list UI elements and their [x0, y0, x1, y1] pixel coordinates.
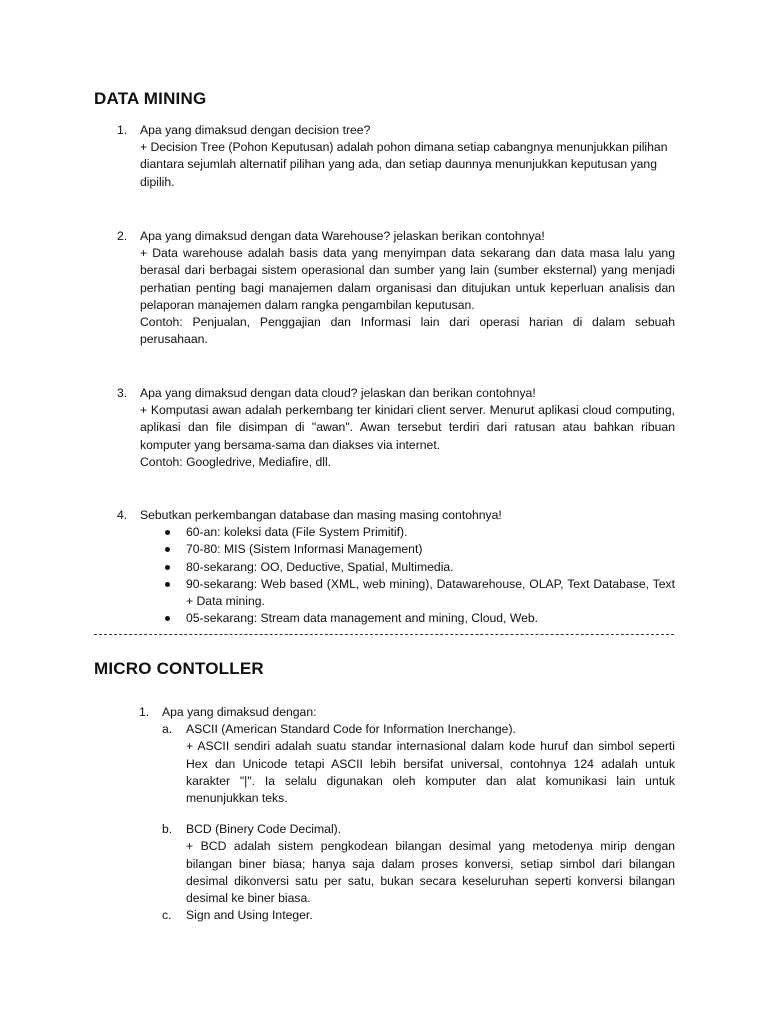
section-title-data-mining: DATA MINING [94, 89, 207, 108]
question-text: Sebutkan perkembangan database dan masing masing contohnya! [140, 508, 502, 522]
question-text: Apa yang dimaksud dengan: [162, 705, 317, 719]
micro-question-1 [139, 704, 675, 924]
answer-text: + Data warehouse adalah basis data yang menyimpan data sekarang dan data masa lalu yang berasal dari berbagai sistem operasional dan sumber yang lain (sumber eksternal) yang menjadi perhatian penting bagi manajemen dalam organisasi dan ditujukan untuk keperluan analisis dan pelaporan manajemen dalam rangka pengambilan keputusan. [140, 246, 675, 312]
section-title-micro-controller: MICRO CONTOLLER [94, 659, 264, 678]
sub-item-a [162, 721, 675, 807]
question-number: 4. [117, 508, 128, 522]
sub-item-title: Sign and Using Integer. [186, 908, 313, 923]
sub-item-answer: + BCD adalah sistem pengkodean bilangan desimal yang metodenya mirip dengan bilangan biner biasa; hanya saja dalam proses konversi, setiap simbol dari bilangan desimal dikonversi satu per satu, bukan secara keseluruhan seperti konversi bilangan desimal ke biner biasa. [186, 839, 675, 906]
list-item: 80-sekarang: OO, Deductive, Spatial, Multimedia. [162, 559, 675, 576]
list-item: 05-sekarang: Stream data management and mining, Cloud, Web. [162, 610, 675, 627]
sub-item-c [162, 907, 675, 924]
bullet-icon [165, 616, 170, 621]
list-item: 60-an: koleksi data (File System Primitif). [162, 524, 675, 541]
question-number: 3. [117, 386, 128, 400]
bullet-icon [165, 530, 170, 535]
list-item: 70-80: MIS (Sistem Informasi Management) [162, 541, 675, 558]
sub-item-title: BCD (Binery Code Decimal). [186, 822, 342, 837]
sub-item-answer: + ASCII sendiri adalah suatu standar internasional dalam kode huruf dan simbol seperti Hex dan Unicode tetapi ASCII lebih bersifat universal, contohnya 124 adalah untuk karakter "|". Ia selalu digunakan oleh komputer dan alat komunikasi lain untuk menunjukkan teks. [186, 739, 675, 806]
answer-text: + Decision Tree (Pohon Keputusan) adalah pohon dimana setiap cabangnya menunjukkan pilihan diantara sejumlah alternatif pilihan yang ada, dan setiap daunnya menunjukkan keputusan yang dipilih. [140, 140, 668, 189]
example-text: Contoh: Googledrive, Mediafire, dll. [140, 454, 332, 469]
answer-text: + Komputasi awan adalah perkembang ter kinidari client server. Menurut aplikasi cloud computing, aplikasi dan file disimpan di "awan". Awan tersebut terdiri dari ratusan atau bahkan ribuan komputer yang bersama-sama dan diakses via internet. [140, 403, 675, 452]
question-3 [117, 385, 675, 471]
sub-item-title: ASCII (American Standard Code for Information Inerchange). [186, 722, 516, 737]
example-text: Contoh: Penjualan, Penggajian dan Informasi lain dari operasi harian di dalam sebuah perusahaan. [140, 315, 675, 347]
bullet-list [162, 524, 675, 627]
sub-item-letter: a. [162, 722, 173, 737]
sub-item-b [162, 821, 675, 907]
bullet-icon [165, 565, 170, 570]
question-number: 2. [117, 229, 128, 243]
bullet-icon [165, 582, 170, 587]
question-text: Apa yang dimaksud dengan data Warehouse? jelaskan berikan contohnya! [140, 229, 545, 243]
question-number: 1. [139, 705, 150, 719]
section-divider [94, 634, 674, 635]
question-text: Apa yang dimaksud dengan data cloud? jelaskan dan berikan contohnya! [140, 386, 536, 400]
sub-item-letter: b. [162, 822, 173, 837]
sub-item-letter: c. [162, 908, 172, 923]
question-1 [117, 122, 675, 191]
question-4 [117, 507, 675, 627]
question-2 [117, 228, 675, 348]
question-number: 1. [117, 123, 128, 137]
list-item: 90-sekarang: Web based (XML, web mining), Datawarehouse, OLAP, Text Database, Text + Data mining. [162, 576, 675, 610]
question-text: Apa yang dimaksud dengan decision tree? [140, 123, 371, 137]
bullet-icon [165, 547, 170, 552]
